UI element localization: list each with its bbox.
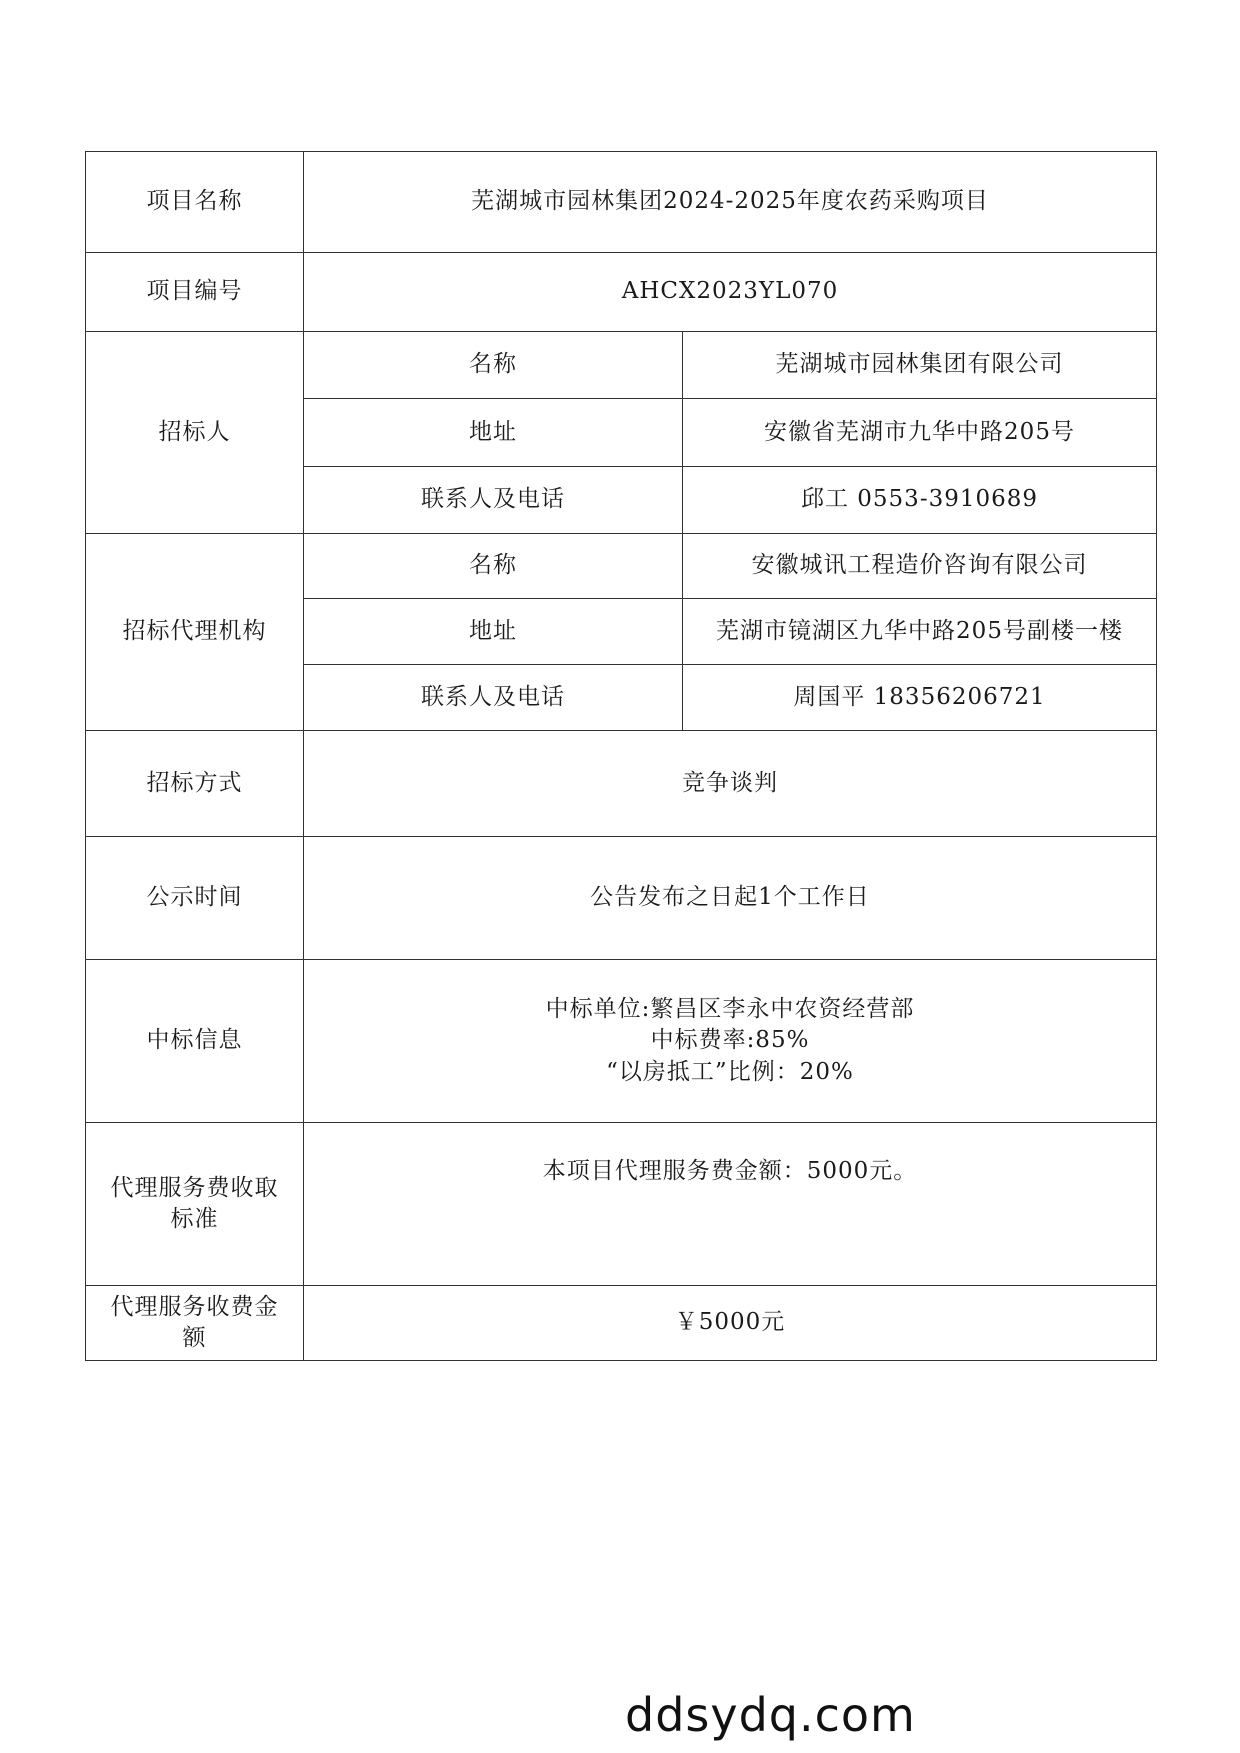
announcement-table (85, 151, 1157, 1361)
publicity-value: 公告发布之日起1个工作日 (304, 837, 1157, 960)
agency-label: 招标代理机构 (86, 534, 304, 731)
method-label: 招标方式 (86, 731, 304, 837)
project-name-label: 项目名称 (86, 152, 304, 253)
fee-amount-value: ￥5000元 (304, 1286, 1157, 1361)
tenderer-label: 招标人 (86, 332, 304, 534)
project-number-value: AHCX2023YL070 (304, 253, 1157, 332)
winning-rate: 中标费率:85% (650, 1027, 810, 1054)
tenderer-name-label: 名称 (304, 332, 683, 399)
fee-amount-label: 代理服务收费金 额 (86, 1286, 304, 1361)
winning-info-value (304, 960, 1157, 1123)
project-number-label: 项目编号 (86, 253, 304, 332)
agency-address-value: 芜湖市镜湖区九华中路205号副楼一楼 (683, 599, 1157, 665)
agency-contact-value: 周国平 18356206721 (683, 665, 1157, 731)
agency-name-value: 安徽城讯工程造价咨询有限公司 (683, 534, 1157, 599)
house-offset-ratio: “以房抵工”比例：20% (606, 1058, 854, 1085)
watermark: ddsydq.com (625, 1688, 916, 1742)
tenderer-address-value: 安徽省芜湖市九华中路205号 (683, 399, 1157, 467)
publicity-label: 公示时间 (86, 837, 304, 960)
fee-standard-label: 代理服务费收取 标准 (86, 1123, 304, 1286)
tenderer-contact-label: 联系人及电话 (304, 467, 683, 534)
method-value: 竞争谈判 (304, 731, 1157, 837)
tenderer-contact-value: 邱工 0553-3910689 (683, 467, 1157, 534)
project-name-value: 芜湖城市园林集团2024-2025年度农药采购项目 (304, 152, 1157, 253)
winning-unit: 中标单位:繁昌区李永中农资经营部 (545, 996, 915, 1023)
winning-info-label: 中标信息 (86, 960, 304, 1123)
fee-standard-value: 本项目代理服务费金额：5000元。 (304, 1123, 1157, 1286)
agency-address-label: 地址 (304, 599, 683, 665)
agency-name-label: 名称 (304, 534, 683, 599)
tenderer-name-value: 芜湖城市园林集团有限公司 (683, 332, 1157, 399)
agency-contact-label: 联系人及电话 (304, 665, 683, 731)
tenderer-address-label: 地址 (304, 399, 683, 467)
